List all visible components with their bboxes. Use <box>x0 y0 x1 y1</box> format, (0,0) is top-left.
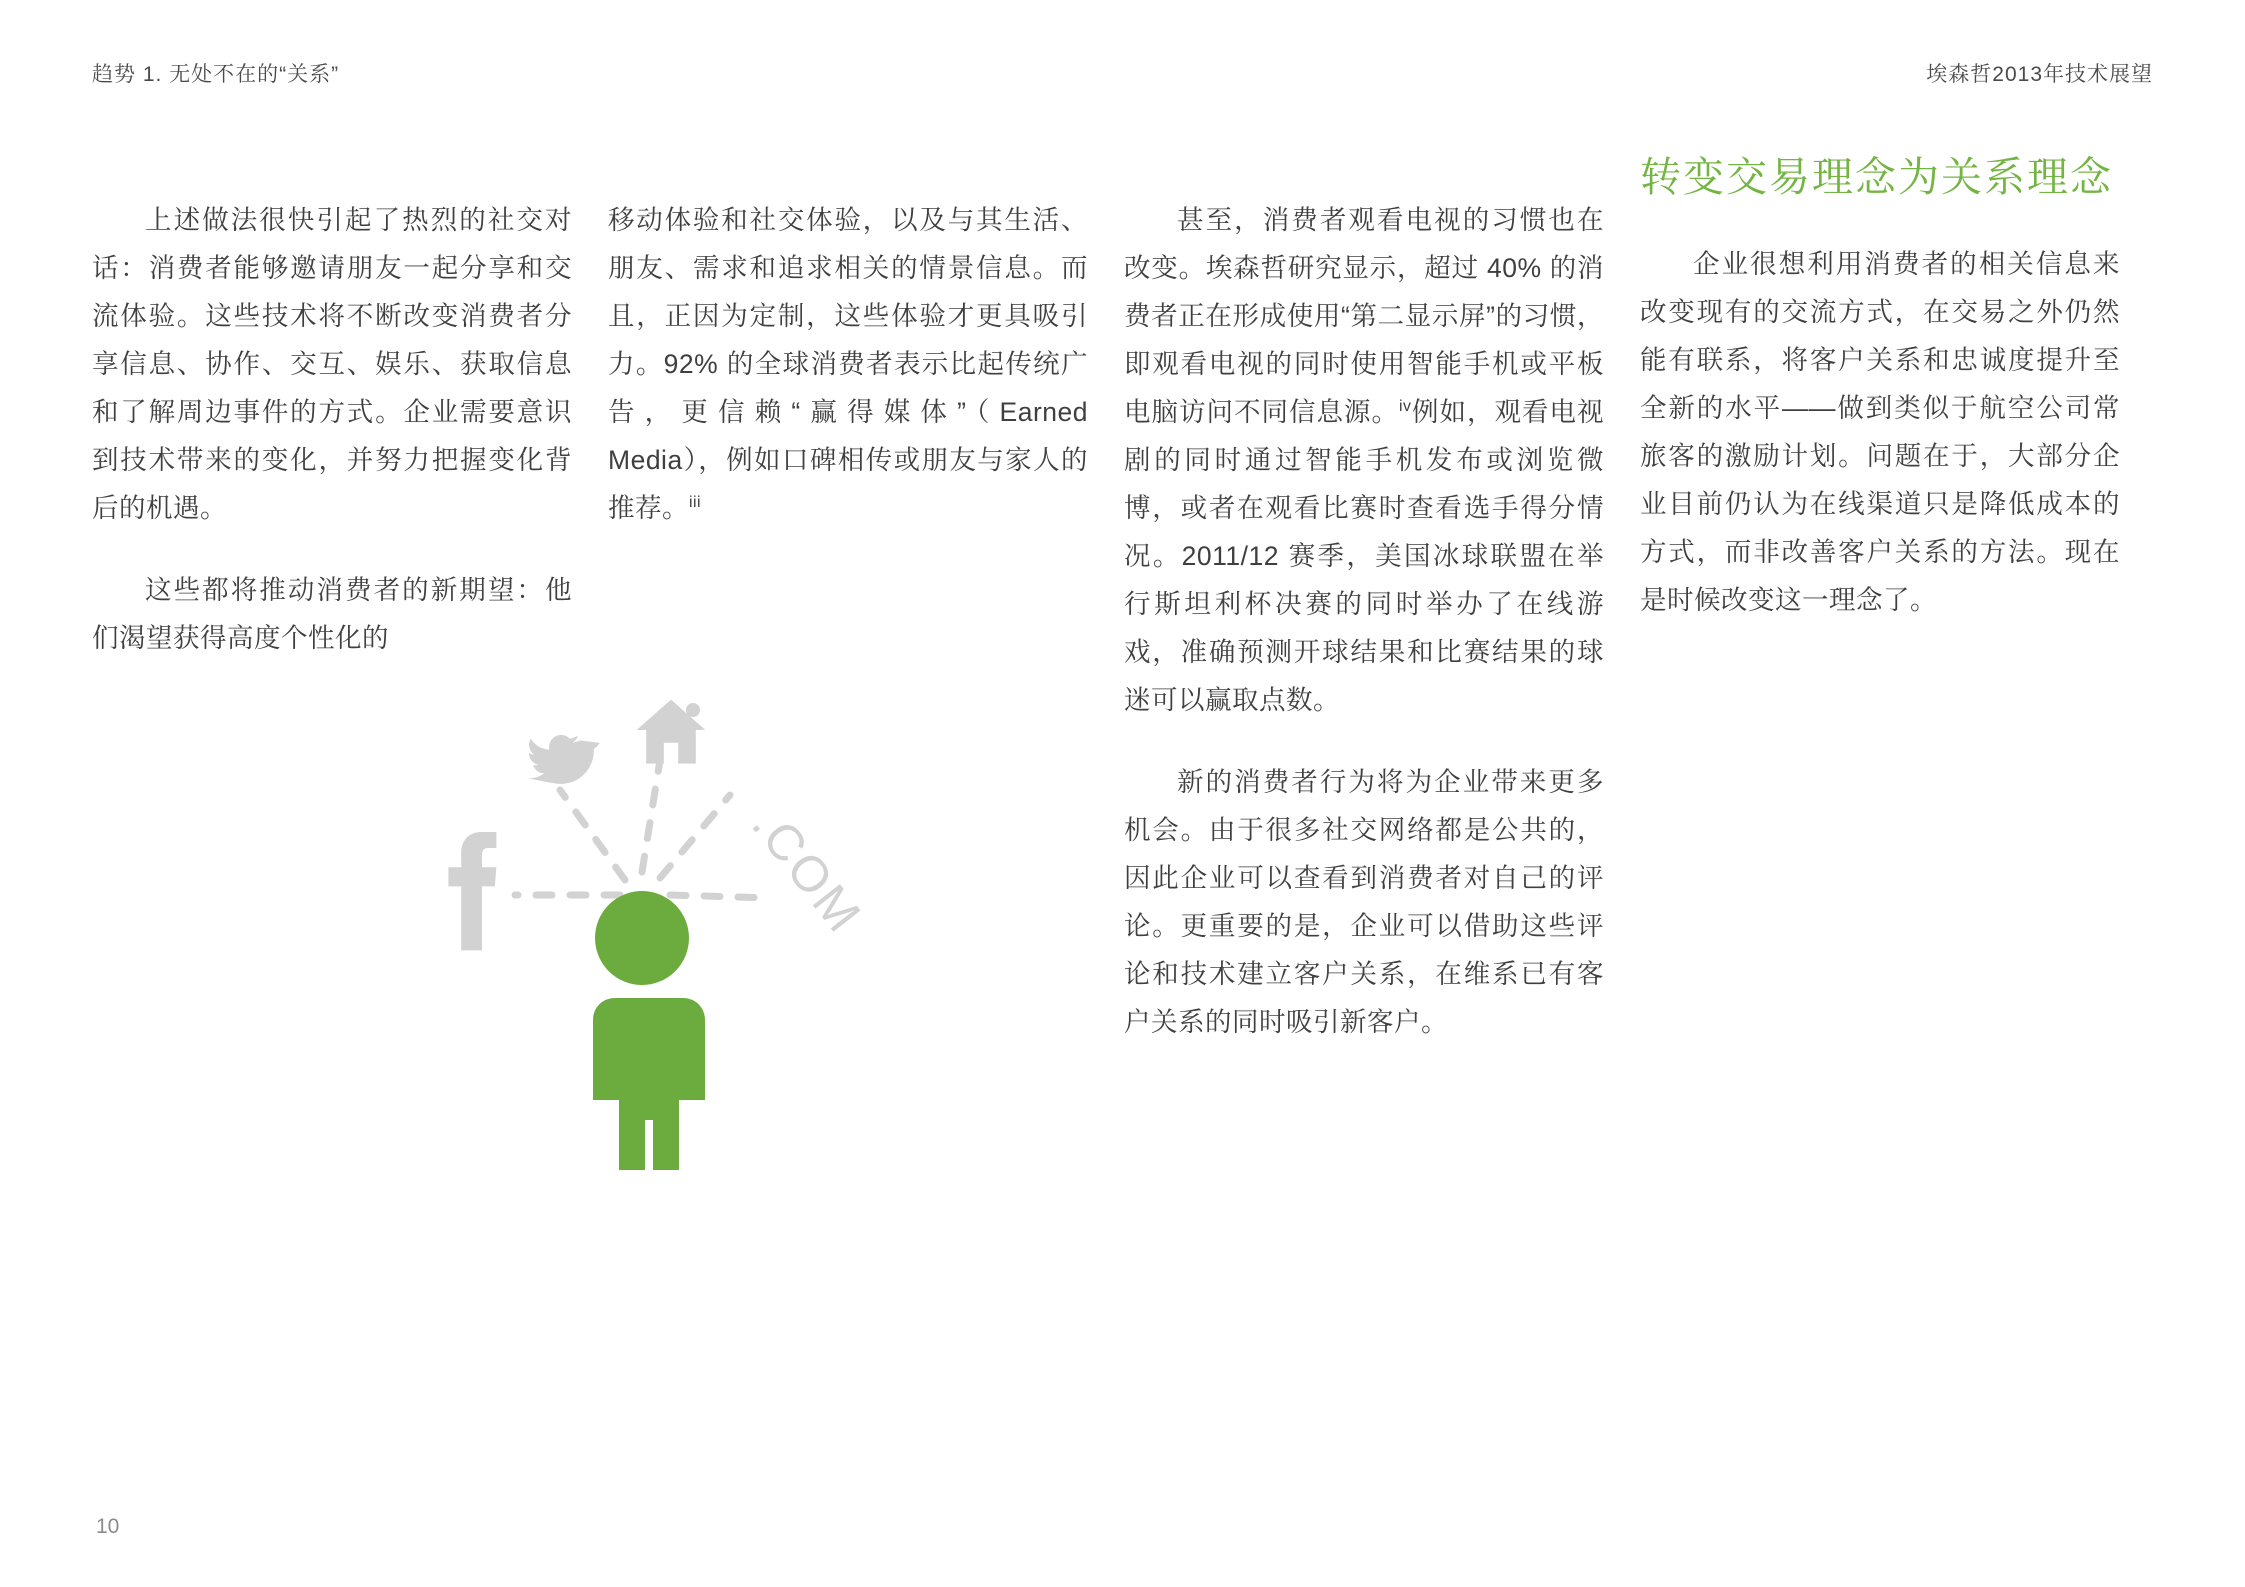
footnote-marker: iii <box>689 494 702 512</box>
paragraph: 上述做法很快引起了热烈的社交对话：消费者能够邀请朋友一起分享和交流体验。这些技术将不断改变消费者分享信息、协作、交互、娱乐、获取信息和了解周边事件的方式。企业需要意识到技术带来的变化，并努力把握变化背后的机遇。 <box>92 205 572 523</box>
paragraph-text: 移动体验和社交体验，以及与其生活、朋友、需求和追求相关的情景信息。而且，正因为定制，这些体验才更具吸引力。92% 的全球消费者表示比起传统广告，更信赖“赢得媒体”（Earned Media），例如口碑相传或朋友与家人的推荐。 <box>608 205 1088 523</box>
footnote-marker: iv <box>1399 398 1412 416</box>
header-section-title: 趋势 1. 无处不在的“关系” <box>92 63 340 86</box>
paragraph <box>1124 196 1604 724</box>
person-figure <box>589 891 705 1170</box>
dot-com-text-icon <box>741 797 873 944</box>
twitter-bird-icon <box>527 735 600 784</box>
column-3 <box>1124 196 1604 1080</box>
column-4 <box>1640 154 2120 1080</box>
facebook-f-icon <box>448 832 496 950</box>
page-number: 10 <box>96 1515 120 1538</box>
page-header <box>92 58 2153 88</box>
text-columns <box>92 154 2152 1080</box>
header-publication-title: 埃森哲2013年技术展望 <box>1926 63 2153 86</box>
paragraph-text-continued: 例如，观看电视剧的同时通过智能手机发布或浏览微博，或者在观看比赛时查看选手得分情况。2011/12 赛季，美国冰球联盟在举行斯坦利杯决赛的同时举办了在线游戏，准确预测开球结果和比赛结果的球迷可以赢取点数。 <box>1124 397 1605 715</box>
home-icon <box>637 700 706 764</box>
dot-com-label: .COM <box>741 797 874 945</box>
paragraph <box>608 196 1088 532</box>
paragraph: 这些都将推动消费者的新期望：他们渴望获得高度个性化的 <box>92 575 572 653</box>
paragraph-text: 甚至，消费者观看电视的习惯也在改变。埃森哲研究显示，超过 40% 的消费者正在形成使用“第二显示屏”的习惯，即观看电视的同时使用智能手机或平板电脑访问不同信息源。 <box>1124 205 1604 427</box>
paragraph: 企业很想利用消费者的相关信息来改变现有的交流方式，在交易之外仍然能有联系，将客户关系和忠诚度提升至全新的水平——做到类似于航空公司常旅客的激励计划。问题在于，大部分企业目前仍认为在线渠道只是降低成本的方式，而非改善客户关系的方法。现在是时候改变这一理念了。 <box>1640 249 2120 615</box>
section-heading: 转变交易理念为关系理念 <box>1640 154 2113 200</box>
social-person-illustration <box>420 650 890 1170</box>
paragraph: 新的消费者行为将为企业带来更多机会。由于很多社交网络都是公共的，因此企业可以查看到消费者对自己的评论。更重要的是，企业可以借助这些评论和技术建立客户关系，在维系已有客户关系的同时吸引新客户。 <box>1124 767 1604 1037</box>
